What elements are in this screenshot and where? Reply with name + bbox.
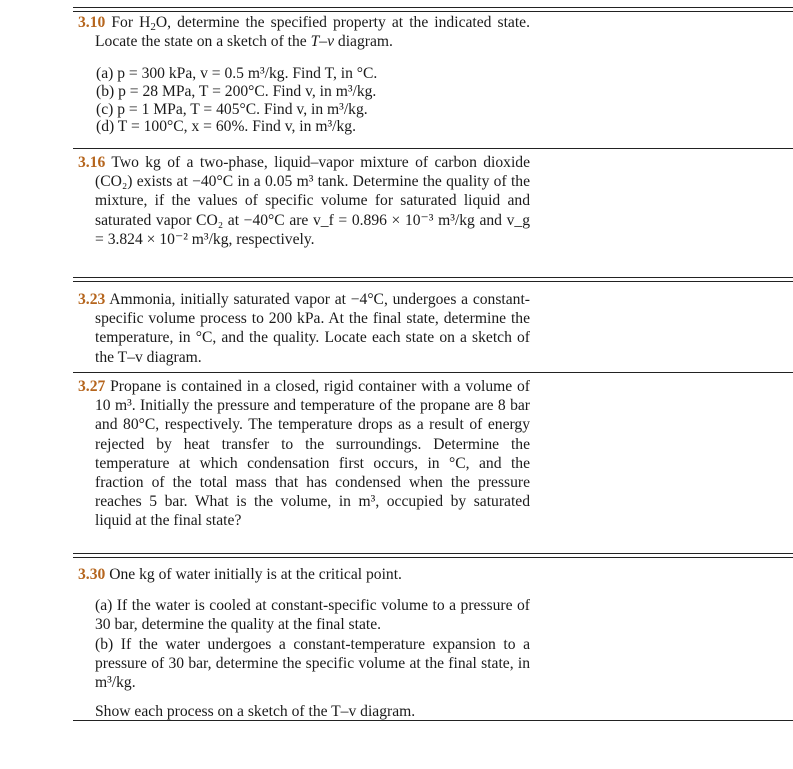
problem-3-16-statement: 3.16 Two kg of a two-phase, liquid–vapor mixture of carbon dioxide (CO₂) exists at −40°C in a 0.05 m³ tank. Determine the quality of the mixture, if the values of specific volume for saturated liquid and saturated vapor CO₂ at −40°C are v_f = 0.896 × 10⁻³ m³/kg and v_g = 3.824 × 10⁻² m³/kg, respectively. xyxy=(78,154,531,248)
divider xyxy=(73,277,793,282)
problem-number: 3.30 xyxy=(78,566,106,583)
part-c: (c) p = 1 MPa, T = 405°C. Find v, in m³/kg. xyxy=(96,100,368,118)
problem-3-10 xyxy=(78,13,530,136)
problem-3-30-statement: 3.30 One kg of water initially is at the critical point. xyxy=(78,566,402,583)
problem-number: 3.10 xyxy=(78,14,106,31)
bottom-rule xyxy=(73,720,793,721)
part-d: (d) T = 100°C, x = 60%. Find v, in m³/kg. xyxy=(96,118,356,136)
problem-3-23 xyxy=(78,290,530,367)
problem-number: 3.16 xyxy=(78,154,106,171)
part-b: (b) If the water undergoes a constant-temperature expansion to a pressure of 30 bar, determine the specific volume at the final state, in m³/kg. xyxy=(95,635,530,692)
problem-number: 3.23 xyxy=(78,291,106,308)
divider xyxy=(73,372,793,373)
divider xyxy=(73,148,793,149)
divider xyxy=(73,553,793,558)
problem-3-10-statement: 3.10 For $H_2O$, determine the specified property at the indicated state. Locate the state on a sketch of the T–v diagram. xyxy=(78,14,530,51)
problem-3-16 xyxy=(78,153,530,249)
part-b: (b) p = 28 MPa, T = 200°C. Find v, in m³/kg. xyxy=(96,83,377,100)
problem-3-27 xyxy=(78,377,530,531)
part-a: (a) If the water is cooled at constant-specific volume to a pressure of 30 bar, determine the quality at the final state. xyxy=(95,597,530,634)
problem-number: 3.27 xyxy=(78,378,106,395)
problem-3-27-statement: 3.27 Propane is contained in a closed, rigid container with a volume of 10 m³. Initially the pressure and temperature of the propane are 8 bar and 80°C, respectively. The temperature drops as a result of energy rejected by heat transfer to the surroundings. Determine the temperature at which condensation first occurs, in °C, and the fraction of the total mass that has condensed when the pressure reaches 5 bar. What is the volume, in m³, occupied by saturated liquid at the final state? xyxy=(78,378,530,530)
closing-instruction: Show each process on a sketch of the T–v diagram. xyxy=(95,703,416,721)
part-a: (a) p = 300 kPa, v = 0.5 m³/kg. Find T, in °C. xyxy=(96,65,378,83)
problem-3-30 xyxy=(78,565,530,721)
top-rule xyxy=(73,7,793,12)
problem-3-23-statement: 3.23 Ammonia, initially saturated vapor at −4°C, undergoes a constant-specific volume process to 200 kPa. At the final state, determine the temperature, in °C, and the quality. Locate each state on a sketch of the T–v diagram. xyxy=(78,291,530,366)
